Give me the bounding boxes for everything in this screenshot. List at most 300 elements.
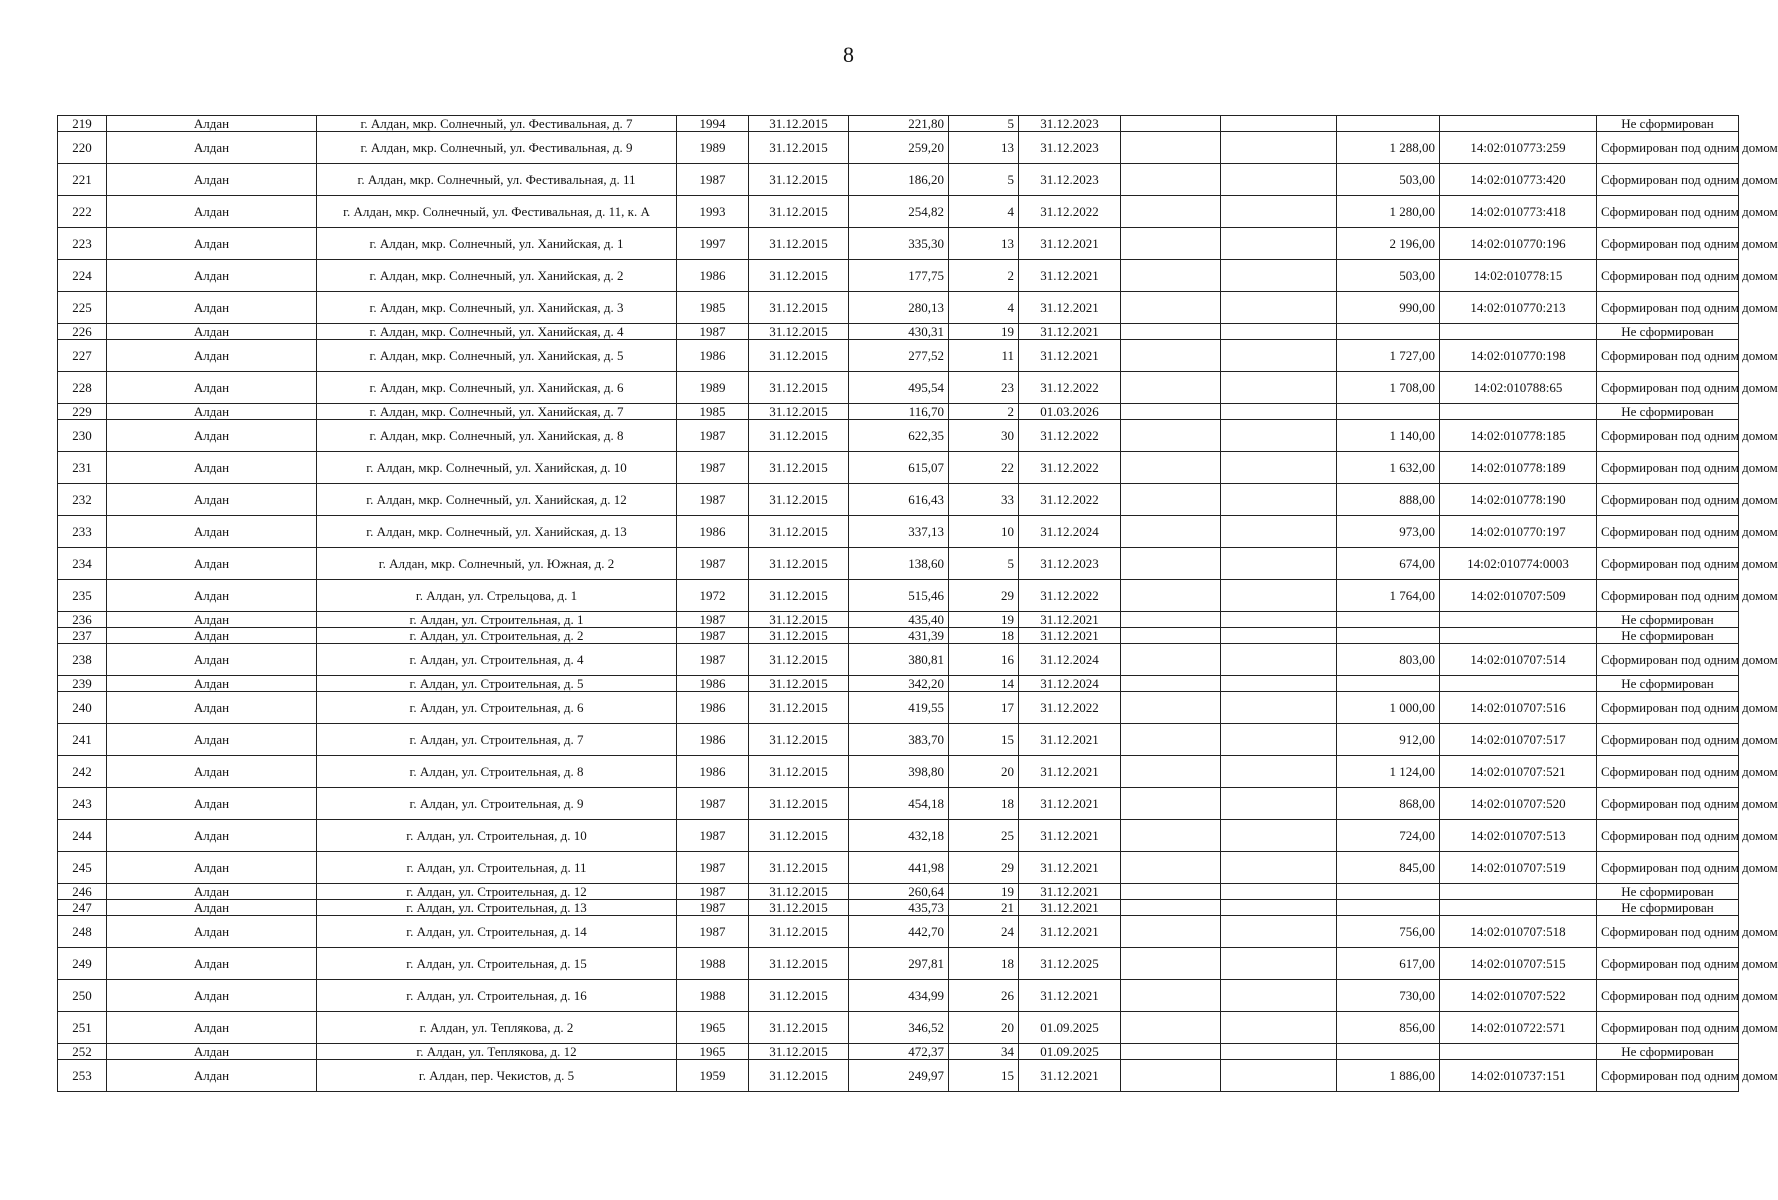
cell-address: г. Алдан, мкр. Солнечный, ул. Ханийская, д. 12 <box>317 484 677 516</box>
cell-cadastral-number: 14:02:010707:514 <box>1440 644 1597 676</box>
cell-status: Сформирован под одним домом <box>1597 228 1739 260</box>
cell-land-area: 730,00 <box>1337 980 1440 1012</box>
cell-deadline-date: 31.12.2025 <box>1019 948 1121 980</box>
cell-land-area <box>1337 884 1440 900</box>
cell-address: г. Алдан, мкр. Солнечный, ул. Фестивальная, д. 11 <box>317 164 677 196</box>
page-number: 8 <box>843 42 854 67</box>
cell-deadline-date: 31.12.2021 <box>1019 228 1121 260</box>
cell-empty <box>1121 612 1221 628</box>
cell-area: 260,64 <box>849 884 949 900</box>
cell-status: Сформирован под одним домом <box>1597 756 1739 788</box>
cell-locality: Алдан <box>107 948 317 980</box>
cell-year-built: 1959 <box>677 1060 749 1092</box>
table-row <box>58 116 1739 132</box>
cell-status: Сформирован под одним домом <box>1597 484 1739 516</box>
cell-area: 419,55 <box>849 692 949 724</box>
cell-cadastral-number <box>1440 676 1597 692</box>
cell-locality: Алдан <box>107 132 317 164</box>
cell-row-number: 245 <box>58 852 107 884</box>
cell-land-area <box>1337 900 1440 916</box>
cell-status: Не сформирован <box>1597 116 1739 132</box>
cell-empty <box>1121 1012 1221 1044</box>
cell-area: 380,81 <box>849 644 949 676</box>
cell-locality: Алдан <box>107 324 317 340</box>
table-row <box>58 788 1739 820</box>
cell-date: 31.12.2015 <box>749 260 849 292</box>
cell-date: 31.12.2015 <box>749 788 849 820</box>
table-row <box>58 756 1739 788</box>
cell-status: Сформирован под одним домом <box>1597 452 1739 484</box>
cell-row-number: 240 <box>58 692 107 724</box>
cell-empty <box>1221 292 1337 324</box>
cell-empty <box>1121 788 1221 820</box>
cell-cadastral-number: 14:02:010737:151 <box>1440 1060 1597 1092</box>
table-row <box>58 884 1739 900</box>
cell-locality: Алдан <box>107 420 317 452</box>
cell-count: 17 <box>949 692 1019 724</box>
cell-year-built: 1989 <box>677 372 749 404</box>
cell-status: Не сформирован <box>1597 900 1739 916</box>
cell-locality: Алдан <box>107 1060 317 1092</box>
cell-date: 31.12.2015 <box>749 196 849 228</box>
cell-cadastral-number <box>1440 116 1597 132</box>
cell-empty <box>1121 292 1221 324</box>
cell-deadline-date: 31.12.2022 <box>1019 420 1121 452</box>
cell-empty <box>1121 516 1221 548</box>
cell-status: Сформирован под одним домом <box>1597 788 1739 820</box>
cell-empty <box>1121 580 1221 612</box>
cell-locality: Алдан <box>107 580 317 612</box>
cell-year-built: 1987 <box>677 628 749 644</box>
cell-year-built: 1965 <box>677 1044 749 1060</box>
cell-area: 432,18 <box>849 820 949 852</box>
cell-year-built: 1986 <box>677 724 749 756</box>
cell-land-area: 2 196,00 <box>1337 228 1440 260</box>
table-row <box>58 580 1739 612</box>
cell-year-built: 1987 <box>677 916 749 948</box>
cell-empty <box>1221 404 1337 420</box>
cell-row-number: 233 <box>58 516 107 548</box>
cell-deadline-date: 31.12.2021 <box>1019 612 1121 628</box>
cell-count: 15 <box>949 724 1019 756</box>
cell-row-number: 221 <box>58 164 107 196</box>
cell-empty <box>1121 676 1221 692</box>
cell-area: 221,80 <box>849 116 949 132</box>
cell-address: г. Алдан, мкр. Солнечный, ул. Ханийская, д. 10 <box>317 452 677 484</box>
cell-area: 249,97 <box>849 1060 949 1092</box>
cell-status: Не сформирован <box>1597 884 1739 900</box>
cell-area: 430,31 <box>849 324 949 340</box>
cell-date: 31.12.2015 <box>749 164 849 196</box>
cell-date: 31.12.2015 <box>749 340 849 372</box>
cell-locality: Алдан <box>107 484 317 516</box>
cell-row-number: 229 <box>58 404 107 420</box>
cell-land-area <box>1337 324 1440 340</box>
cell-status: Сформирован под одним домом <box>1597 916 1739 948</box>
register-body <box>58 115 1778 1092</box>
cell-cadastral-number: 14:02:010707:515 <box>1440 948 1597 980</box>
cell-deadline-date: 01.03.2026 <box>1019 404 1121 420</box>
cell-count: 24 <box>949 916 1019 948</box>
cell-locality: Алдан <box>107 852 317 884</box>
cell-locality: Алдан <box>107 628 317 644</box>
cell-year-built: 1986 <box>677 692 749 724</box>
table-row <box>58 404 1739 420</box>
cell-row-number: 226 <box>58 324 107 340</box>
cell-year-built: 1993 <box>677 196 749 228</box>
cell-count: 5 <box>949 548 1019 580</box>
cell-count: 16 <box>949 644 1019 676</box>
cell-status: Не сформирован <box>1597 1044 1739 1060</box>
cell-cadastral-number: 14:02:010773:418 <box>1440 196 1597 228</box>
cell-cadastral-number: 14:02:010770:197 <box>1440 516 1597 548</box>
cell-count: 22 <box>949 452 1019 484</box>
cell-status: Сформирован под одним домом <box>1597 132 1739 164</box>
cell-address: г. Алдан, ул. Строительная, д. 15 <box>317 948 677 980</box>
cell-land-area: 888,00 <box>1337 484 1440 516</box>
cell-area: 280,13 <box>849 292 949 324</box>
cell-status: Не сформирован <box>1597 612 1739 628</box>
cell-address: г. Алдан, ул. Теплякова, д. 2 <box>317 1012 677 1044</box>
cell-empty <box>1221 420 1337 452</box>
cell-locality: Алдан <box>107 164 317 196</box>
cell-count: 29 <box>949 580 1019 612</box>
cell-land-area: 674,00 <box>1337 548 1440 580</box>
cell-locality: Алдан <box>107 788 317 820</box>
cell-area: 177,75 <box>849 260 949 292</box>
cell-land-area: 1 708,00 <box>1337 372 1440 404</box>
cell-deadline-date: 31.12.2021 <box>1019 628 1121 644</box>
cell-land-area: 1 764,00 <box>1337 580 1440 612</box>
cell-date: 31.12.2015 <box>749 516 849 548</box>
table-row <box>58 644 1739 676</box>
housing-register-table <box>57 115 1778 1092</box>
cell-empty <box>1121 404 1221 420</box>
cell-area: 615,07 <box>849 452 949 484</box>
cell-count: 13 <box>949 228 1019 260</box>
cell-land-area: 1 288,00 <box>1337 132 1440 164</box>
cell-cadastral-number: 14:02:010778:190 <box>1440 484 1597 516</box>
cell-deadline-date: 31.12.2023 <box>1019 116 1121 132</box>
cell-land-area: 845,00 <box>1337 852 1440 884</box>
cell-status: Сформирован под одним домом <box>1597 724 1739 756</box>
cell-date: 31.12.2015 <box>749 724 849 756</box>
cell-address: г. Алдан, ул. Строительная, д. 1 <box>317 612 677 628</box>
cell-cadastral-number <box>1440 612 1597 628</box>
table-row <box>58 724 1739 756</box>
cell-empty <box>1221 340 1337 372</box>
cell-empty <box>1221 1060 1337 1092</box>
cell-empty <box>1221 452 1337 484</box>
cell-land-area: 973,00 <box>1337 516 1440 548</box>
cell-address: г. Алдан, ул. Строительная, д. 2 <box>317 628 677 644</box>
cell-count: 5 <box>949 116 1019 132</box>
cell-year-built: 1987 <box>677 164 749 196</box>
cell-land-area: 803,00 <box>1337 644 1440 676</box>
cell-land-area <box>1337 676 1440 692</box>
cell-land-area: 912,00 <box>1337 724 1440 756</box>
cell-year-built: 1997 <box>677 228 749 260</box>
cell-empty <box>1121 1060 1221 1092</box>
cell-area: 435,73 <box>849 900 949 916</box>
cell-count: 14 <box>949 676 1019 692</box>
table-row <box>58 372 1739 404</box>
table-row <box>58 612 1739 628</box>
cell-locality: Алдан <box>107 820 317 852</box>
cell-locality: Алдан <box>107 756 317 788</box>
table-row <box>58 1012 1739 1044</box>
cell-row-number: 250 <box>58 980 107 1012</box>
cell-empty <box>1121 420 1221 452</box>
cell-deadline-date: 31.12.2021 <box>1019 756 1121 788</box>
cell-empty <box>1221 644 1337 676</box>
cell-locality: Алдан <box>107 340 317 372</box>
cell-deadline-date: 31.12.2021 <box>1019 900 1121 916</box>
cell-deadline-date: 31.12.2021 <box>1019 788 1121 820</box>
cell-row-number: 227 <box>58 340 107 372</box>
cell-area: 431,39 <box>849 628 949 644</box>
cell-year-built: 1988 <box>677 980 749 1012</box>
cell-row-number: 239 <box>58 676 107 692</box>
cell-year-built: 1972 <box>677 580 749 612</box>
cell-area: 622,35 <box>849 420 949 452</box>
cell-empty <box>1221 980 1337 1012</box>
cell-status: Сформирован под одним домом <box>1597 420 1739 452</box>
cell-count: 30 <box>949 420 1019 452</box>
cell-address: г. Алдан, ул. Строительная, д. 9 <box>317 788 677 820</box>
cell-empty <box>1221 196 1337 228</box>
cell-empty <box>1121 820 1221 852</box>
cell-count: 18 <box>949 948 1019 980</box>
cell-date: 31.12.2015 <box>749 452 849 484</box>
cell-cadastral-number: 14:02:010778:189 <box>1440 452 1597 484</box>
cell-row-number: 252 <box>58 1044 107 1060</box>
cell-date: 31.12.2015 <box>749 132 849 164</box>
cell-empty <box>1121 980 1221 1012</box>
cell-empty <box>1121 196 1221 228</box>
cell-date: 31.12.2015 <box>749 420 849 452</box>
cell-year-built: 1994 <box>677 116 749 132</box>
cell-empty <box>1221 900 1337 916</box>
cell-address: г. Алдан, ул. Строительная, д. 6 <box>317 692 677 724</box>
cell-area: 435,40 <box>849 612 949 628</box>
cell-year-built: 1985 <box>677 292 749 324</box>
cell-deadline-date: 31.12.2021 <box>1019 1060 1121 1092</box>
cell-year-built: 1987 <box>677 324 749 340</box>
cell-count: 11 <box>949 340 1019 372</box>
cell-cadastral-number: 14:02:010707:521 <box>1440 756 1597 788</box>
cell-cadastral-number <box>1440 628 1597 644</box>
cell-area: 495,54 <box>849 372 949 404</box>
cell-area: 454,18 <box>849 788 949 820</box>
cell-area: 259,20 <box>849 132 949 164</box>
cell-area: 434,99 <box>849 980 949 1012</box>
cell-year-built: 1965 <box>677 1012 749 1044</box>
cell-land-area: 756,00 <box>1337 916 1440 948</box>
cell-status: Сформирован под одним домом <box>1597 580 1739 612</box>
table-row <box>58 980 1739 1012</box>
cell-empty <box>1121 452 1221 484</box>
cell-cadastral-number <box>1440 1044 1597 1060</box>
cell-year-built: 1987 <box>677 452 749 484</box>
cell-row-number: 232 <box>58 484 107 516</box>
cell-cadastral-number: 14:02:010707:518 <box>1440 916 1597 948</box>
cell-year-built: 1986 <box>677 340 749 372</box>
cell-cadastral-number: 14:02:010770:196 <box>1440 228 1597 260</box>
cell-deadline-date: 31.12.2023 <box>1019 548 1121 580</box>
cell-status: Сформирован под одним домом <box>1597 948 1739 980</box>
cell-land-area: 990,00 <box>1337 292 1440 324</box>
cell-area: 442,70 <box>849 916 949 948</box>
cell-land-area: 1 632,00 <box>1337 452 1440 484</box>
cell-area: 254,82 <box>849 196 949 228</box>
cell-count: 23 <box>949 372 1019 404</box>
cell-address: г. Алдан, ул. Строительная, д. 14 <box>317 916 677 948</box>
table-row <box>58 516 1739 548</box>
cell-deadline-date: 31.12.2022 <box>1019 692 1121 724</box>
cell-row-number: 246 <box>58 884 107 900</box>
cell-empty <box>1221 484 1337 516</box>
cell-cadastral-number: 14:02:010722:571 <box>1440 1012 1597 1044</box>
cell-empty <box>1221 116 1337 132</box>
cell-count: 2 <box>949 404 1019 420</box>
cell-count: 19 <box>949 884 1019 900</box>
cell-count: 20 <box>949 756 1019 788</box>
table-row <box>58 916 1739 948</box>
cell-row-number: 223 <box>58 228 107 260</box>
cell-row-number: 224 <box>58 260 107 292</box>
cell-date: 31.12.2015 <box>749 900 849 916</box>
cell-row-number: 237 <box>58 628 107 644</box>
cell-deadline-date: 31.12.2022 <box>1019 196 1121 228</box>
cell-land-area <box>1337 404 1440 420</box>
table-row <box>58 548 1739 580</box>
cell-status: Сформирован под одним домом <box>1597 340 1739 372</box>
cell-date: 31.12.2015 <box>749 820 849 852</box>
cell-row-number: 247 <box>58 900 107 916</box>
cell-deadline-date: 31.12.2024 <box>1019 516 1121 548</box>
cell-year-built: 1989 <box>677 132 749 164</box>
cell-deadline-date: 31.12.2021 <box>1019 292 1121 324</box>
cell-area: 186,20 <box>849 164 949 196</box>
cell-year-built: 1986 <box>677 516 749 548</box>
cell-land-area: 1 000,00 <box>1337 692 1440 724</box>
cell-locality: Алдан <box>107 916 317 948</box>
cell-address: г. Алдан, ул. Строительная, д. 11 <box>317 852 677 884</box>
cell-count: 13 <box>949 132 1019 164</box>
cell-deadline-date: 31.12.2021 <box>1019 916 1121 948</box>
cell-row-number: 234 <box>58 548 107 580</box>
cell-empty <box>1221 164 1337 196</box>
cell-area: 337,13 <box>849 516 949 548</box>
cell-date: 31.12.2015 <box>749 980 849 1012</box>
table-row <box>58 340 1739 372</box>
table-row <box>58 900 1739 916</box>
cell-empty <box>1221 820 1337 852</box>
cell-cadastral-number: 14:02:010707:522 <box>1440 980 1597 1012</box>
cell-status: Сформирован под одним домом <box>1597 1012 1739 1044</box>
cell-empty <box>1121 628 1221 644</box>
cell-address: г. Алдан, мкр. Солнечный, ул. Фестивальная, д. 7 <box>317 116 677 132</box>
cell-row-number: 248 <box>58 916 107 948</box>
cell-year-built: 1986 <box>677 756 749 788</box>
cell-deadline-date: 31.12.2022 <box>1019 580 1121 612</box>
cell-date: 31.12.2015 <box>749 580 849 612</box>
cell-empty <box>1221 516 1337 548</box>
cell-year-built: 1987 <box>677 788 749 820</box>
cell-count: 5 <box>949 164 1019 196</box>
cell-empty <box>1221 852 1337 884</box>
cell-empty <box>1121 228 1221 260</box>
cell-address: г. Алдан, ул. Строительная, д. 7 <box>317 724 677 756</box>
cell-land-area <box>1337 1044 1440 1060</box>
cell-status: Сформирован под одним домом <box>1597 196 1739 228</box>
cell-row-number: 244 <box>58 820 107 852</box>
cell-area: 398,80 <box>849 756 949 788</box>
cell-row-number: 230 <box>58 420 107 452</box>
cell-locality: Алдан <box>107 612 317 628</box>
cell-locality: Алдан <box>107 980 317 1012</box>
cell-count: 2 <box>949 260 1019 292</box>
cell-locality: Алдан <box>107 516 317 548</box>
cell-count: 4 <box>949 292 1019 324</box>
cell-land-area: 503,00 <box>1337 164 1440 196</box>
cell-address: г. Алдан, мкр. Солнечный, ул. Ханийская, д. 1 <box>317 228 677 260</box>
cell-locality: Алдан <box>107 196 317 228</box>
cell-count: 33 <box>949 484 1019 516</box>
cell-count: 18 <box>949 628 1019 644</box>
cell-locality: Алдан <box>107 676 317 692</box>
cell-row-number: 222 <box>58 196 107 228</box>
cell-address: г. Алдан, мкр. Солнечный, ул. Ханийская, д. 13 <box>317 516 677 548</box>
cell-land-area: 503,00 <box>1337 260 1440 292</box>
cell-locality: Алдан <box>107 116 317 132</box>
cell-date: 31.12.2015 <box>749 852 849 884</box>
table-row <box>58 676 1739 692</box>
cell-empty <box>1221 948 1337 980</box>
cell-empty <box>1121 900 1221 916</box>
cell-address: г. Алдан, мкр. Солнечный, ул. Южная, д. 2 <box>317 548 677 580</box>
cell-empty <box>1121 692 1221 724</box>
cell-empty <box>1221 1012 1337 1044</box>
table-row <box>58 196 1739 228</box>
cell-cadastral-number: 14:02:010778:185 <box>1440 420 1597 452</box>
cell-count: 26 <box>949 980 1019 1012</box>
cell-count: 20 <box>949 1012 1019 1044</box>
cell-cadastral-number <box>1440 404 1597 420</box>
cell-empty <box>1121 372 1221 404</box>
cell-address: г. Алдан, мкр. Солнечный, ул. Ханийская, д. 3 <box>317 292 677 324</box>
table-row <box>58 420 1739 452</box>
cell-empty <box>1121 916 1221 948</box>
cell-row-number: 219 <box>58 116 107 132</box>
cell-year-built: 1987 <box>677 884 749 900</box>
cell-address: г. Алдан, ул. Строительная, д. 4 <box>317 644 677 676</box>
cell-empty <box>1221 676 1337 692</box>
cell-empty <box>1121 340 1221 372</box>
cell-area: 116,70 <box>849 404 949 420</box>
cell-address: г. Алдан, ул. Стрельцова, д. 1 <box>317 580 677 612</box>
cell-count: 4 <box>949 196 1019 228</box>
cell-empty <box>1121 164 1221 196</box>
cell-locality: Алдан <box>107 884 317 900</box>
cell-land-area: 1 727,00 <box>1337 340 1440 372</box>
cell-status: Сформирован под одним домом <box>1597 692 1739 724</box>
cell-status: Не сформирован <box>1597 628 1739 644</box>
cell-land-area: 724,00 <box>1337 820 1440 852</box>
cell-row-number: 241 <box>58 724 107 756</box>
cell-status: Сформирован под одним домом <box>1597 820 1739 852</box>
